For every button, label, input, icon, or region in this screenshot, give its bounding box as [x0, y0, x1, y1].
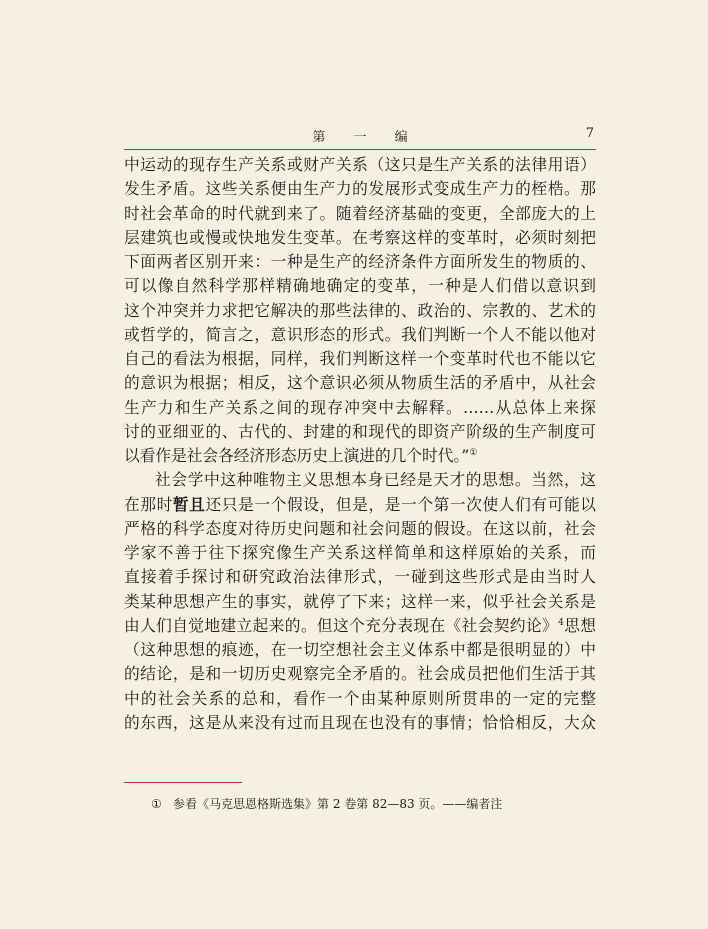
page-number: 7 — [585, 126, 594, 141]
text-line: 发生矛盾。这些关系便由生产力的发展形式变成生产力的桎梏。那 — [124, 179, 596, 199]
text-line — [124, 493, 596, 517]
text-line — [124, 614, 596, 638]
text-line: 学家不善于往下探究像生产关系这样简单和这样原始的关系，而 — [124, 543, 596, 562]
header-rule — [124, 149, 596, 150]
text-line: 的东西，这是从来没有过而且现在也没有的事情；恰恰相反，大众 — [124, 712, 596, 732]
footnote — [151, 796, 591, 812]
text-fragment: 由人们自觉地建立起来的。但这个充分表现在《社会契约论》 — [124, 615, 559, 635]
body-text — [124, 153, 596, 735]
text-line: 严格的科学态度对待历史问题和社会问题的假设。在这以前，社会 — [124, 518, 596, 538]
text-fragment: 以看作是社会各经济形态历史上演进的几个时代。” — [124, 446, 470, 465]
text-fragment: 还只是一个假设，但是，是一个第一次使人们有可能以 — [205, 494, 596, 514]
text-line: 中的社会关系的总和，看作一个由某种原则所贯串的一定的完整 — [124, 688, 596, 708]
text-line: 中运动的现存生产关系或财产关系（这只是生产关系的法律用语） — [124, 155, 596, 174]
text-line: 或哲学的，简言之，意识形态的形式。我们判断一个人不能以他对 — [124, 324, 596, 344]
running-title: 第 一 编 — [312, 130, 420, 145]
footnote-reference[interactable]: ① — [469, 448, 478, 458]
paragraph-first-line: 社会学中这种唯物主义思想本身已经是天才的思想。当然，这 — [155, 470, 596, 490]
running-head — [124, 126, 596, 146]
text-line: （这种思想的痕迹，在一切空想社会主义体系中都是很明显的）中 — [124, 640, 596, 659]
text-line: 自己的看法为根据，同样，我们判断这样一个变革时代也不能以它 — [124, 349, 596, 368]
footnote-marker: ① — [151, 797, 162, 811]
emphasized-text: 暂且 — [172, 494, 206, 514]
footnote-text: 参看《马克思恩格斯选集》第 2 卷第 82—83 页。——编者注 — [173, 797, 503, 811]
text-line: 的结论，是和一切历史观察完全矛盾的。社会成员把他们生活于其 — [124, 664, 596, 684]
text-fragment: 思想 — [563, 615, 596, 635]
text-line: 的意识为根据；相反，这个意识必须从物质生活的矛盾中，从社会 — [124, 373, 596, 393]
text-line — [124, 444, 596, 468]
text-line: 类某种思想产生的事实，就停了下来；这样一来，似乎社会关系是 — [124, 591, 596, 611]
text-line: 层建筑也或慢或快地发生变革。在考察这样的变革时，必须时刻把 — [124, 227, 596, 247]
text-line: 可以像自然科学那样精确地确定的变革，一种是人们借以意识到 — [124, 276, 596, 296]
text-line: 下面两者区别开来：一种是生产的经济条件方面所发生的物质的、 — [124, 252, 596, 271]
text-fragment: 在那时 — [124, 494, 173, 514]
text-line: 时社会革命的时代就到来了。随着经济基础的变更，全部庞大的上 — [124, 203, 596, 223]
endnote-reference[interactable]: 4 — [558, 617, 564, 628]
footnote-rule — [124, 782, 242, 783]
text-line: 讨的亚细亚的、古代的、封建的和现代的即资产阶级的生产制度可 — [124, 421, 596, 441]
text-line: 直接着手探讨和研究政治法律形式，一碰到这些形式是由当时人 — [124, 567, 596, 587]
text-line: 生产力和生产关系之间的现存冲突中去解释。……从总体上来探 — [124, 397, 596, 417]
text-line: 这个冲突并力求把它解决的那些法律的、政治的、宗教的、艺术的 — [124, 300, 596, 320]
